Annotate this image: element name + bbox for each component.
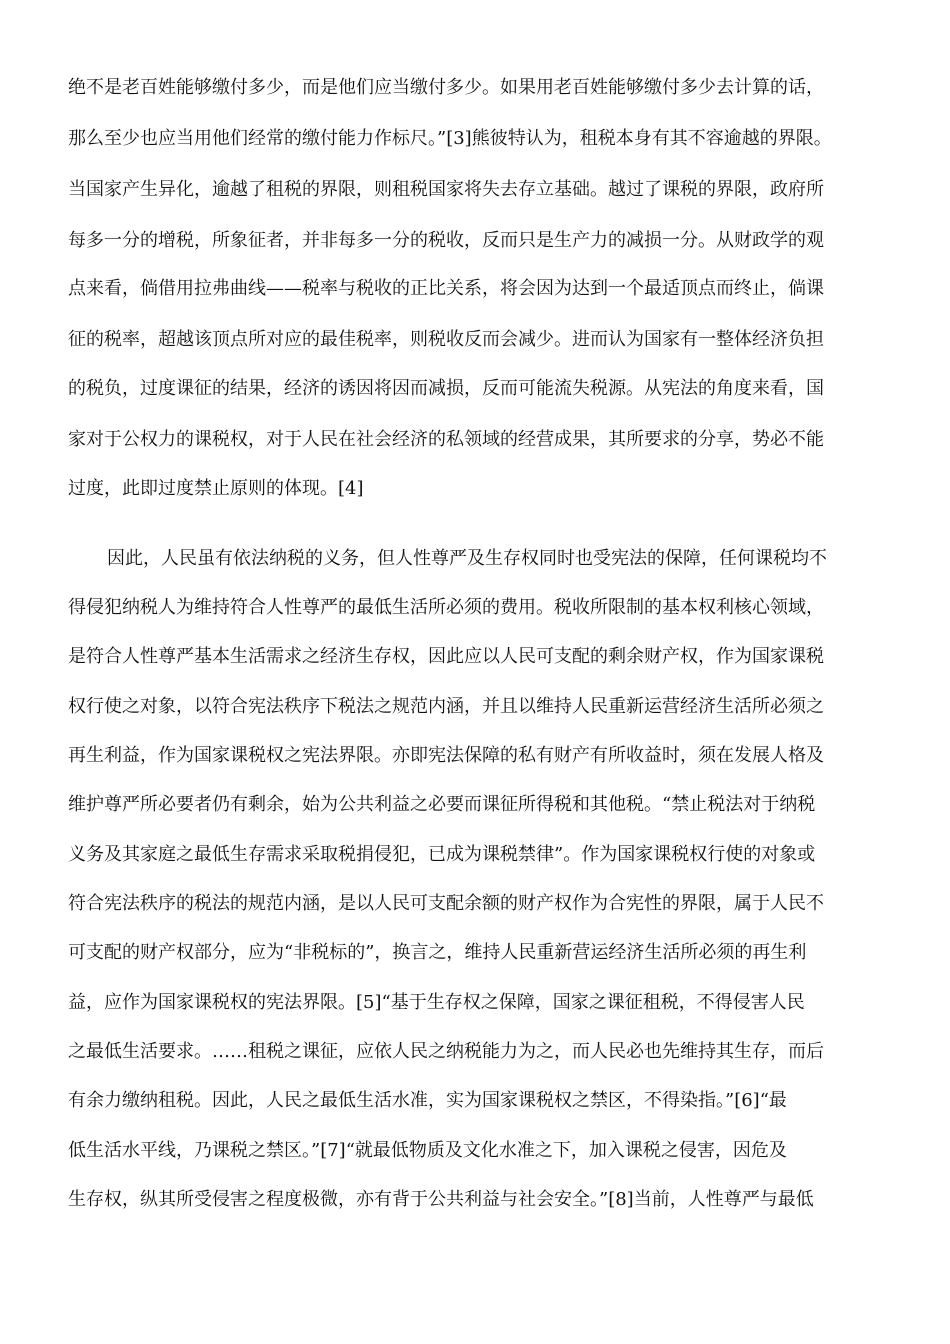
paragraph-2-line: 有余力缴纳租税。因此，人民之最低生活水准，实为国家课税权之禁区，不得染指。”[6]“最 bbox=[68, 1090, 787, 1111]
paragraph-1-line: 的税负，过度课征的结果，经济的诱因将因而减损，反而可能流失税源。从宪法的角度来看，国 bbox=[68, 378, 824, 399]
paragraph-1-line: 每多一分的增税，所象征者，并非每多一分的税收，反而只是生产力的减损一分。从财政学的观 bbox=[68, 230, 824, 251]
paragraph-1-line: 家对于公权力的课税权，对于人民在社会经济的私领域的经营成果，其所要求的分享，势必不能 bbox=[68, 429, 824, 450]
paragraph-1-line: 过度，此即过度禁止原则的体现。[4] bbox=[68, 478, 364, 499]
paragraph-2-line: 低生活水平线，乃课税之禁区。”[7]“就最低物质及文化水准之下，加入课税之侵害，因危及 bbox=[68, 1140, 787, 1161]
paragraph-2-line: 是符合人性尊严基本生活需求之经济生存权，因此应以人民可支配的剩余财产权，作为国家课税 bbox=[68, 646, 824, 667]
paragraph-2-line: 权行使之对象，以符合宪法秩序下税法之规范内涵，并且以维持人民重新运营经济生活所必须之 bbox=[68, 696, 824, 717]
paragraph-1-line: 征的税率，超越该顶点所对应的最佳税率，则税收反而会减少。进而认为国家有一整体经济负担 bbox=[68, 329, 824, 350]
paragraph-2-line: 再生利益，作为国家课税权之宪法界限。亦即宪法保障的私有财产有所收益时，须在发展人格及 bbox=[68, 745, 824, 766]
paragraph-2-line: 之最低生活要求。……租税之课征，应依人民之纳税能力为之，而人民必也先维持其生存，而后 bbox=[68, 1041, 824, 1062]
paragraph-2-line: 可支配的财产权部分，应为“非税标的”，换言之，维持人民重新营运经济生活所必须的再生利 bbox=[68, 942, 807, 963]
paragraph-1-line: 当国家产生异化，逾越了租税的界限，则租税国家将失去存立基础。越过了课税的界限，政府所 bbox=[68, 179, 824, 200]
paragraph-1-line: 绝不是老百姓能够缴付多少，而是他们应当缴付多少。如果用老百姓能够缴付多少去计算的话， bbox=[68, 77, 824, 98]
paragraph-2-line: 符合宪法秩序的税法的规范内涵，是以人民可支配余额的财产权作为合宪性的界限，属于人民不 bbox=[68, 893, 824, 914]
paragraph-2-line: 义务及其家庭之最低生存需求采取税捐侵犯，已成为课税禁律”。作为国家课税权行使的对象或 bbox=[68, 844, 816, 865]
paragraph-2-line: 得侵犯纳税人为维持符合人性尊严的最低生活所必须的费用。税收所限制的基本权利核心领域， bbox=[68, 597, 824, 618]
paragraph-1-line: 那么至少也应当用他们经常的缴付能力作标尺。”[3]熊彼特认为，租税本身有其不容逾越的界限。 bbox=[68, 128, 832, 149]
paragraph-2-line: 益，应作为国家课税权的宪法界限。[5]“基于生存权之保障，国家之课征租税，不得侵害人民 bbox=[68, 992, 805, 1013]
paragraph-1-line: 点来看，倘借用拉弗曲线——税率与税收的正比关系，将会因为达到一个最适顶点而终止，倘课 bbox=[68, 278, 824, 299]
paragraph-2-first-line: 因此，人民虽有依法纳税的义务，但人性尊严及生存权同时也受宪法的保障，任何课税均不 bbox=[107, 548, 827, 569]
paragraph-2-line: 生存权，纵其所受侵害之程度极微，亦有背于公共利益与社会安全。”[8]当前，人性尊严与最低 bbox=[68, 1189, 814, 1210]
paragraph-2-line: 维护尊严所必要者仍有剩余，始为公共利益之必要而课征所得税和其他税。“禁止税法对于纳税 bbox=[68, 794, 816, 815]
